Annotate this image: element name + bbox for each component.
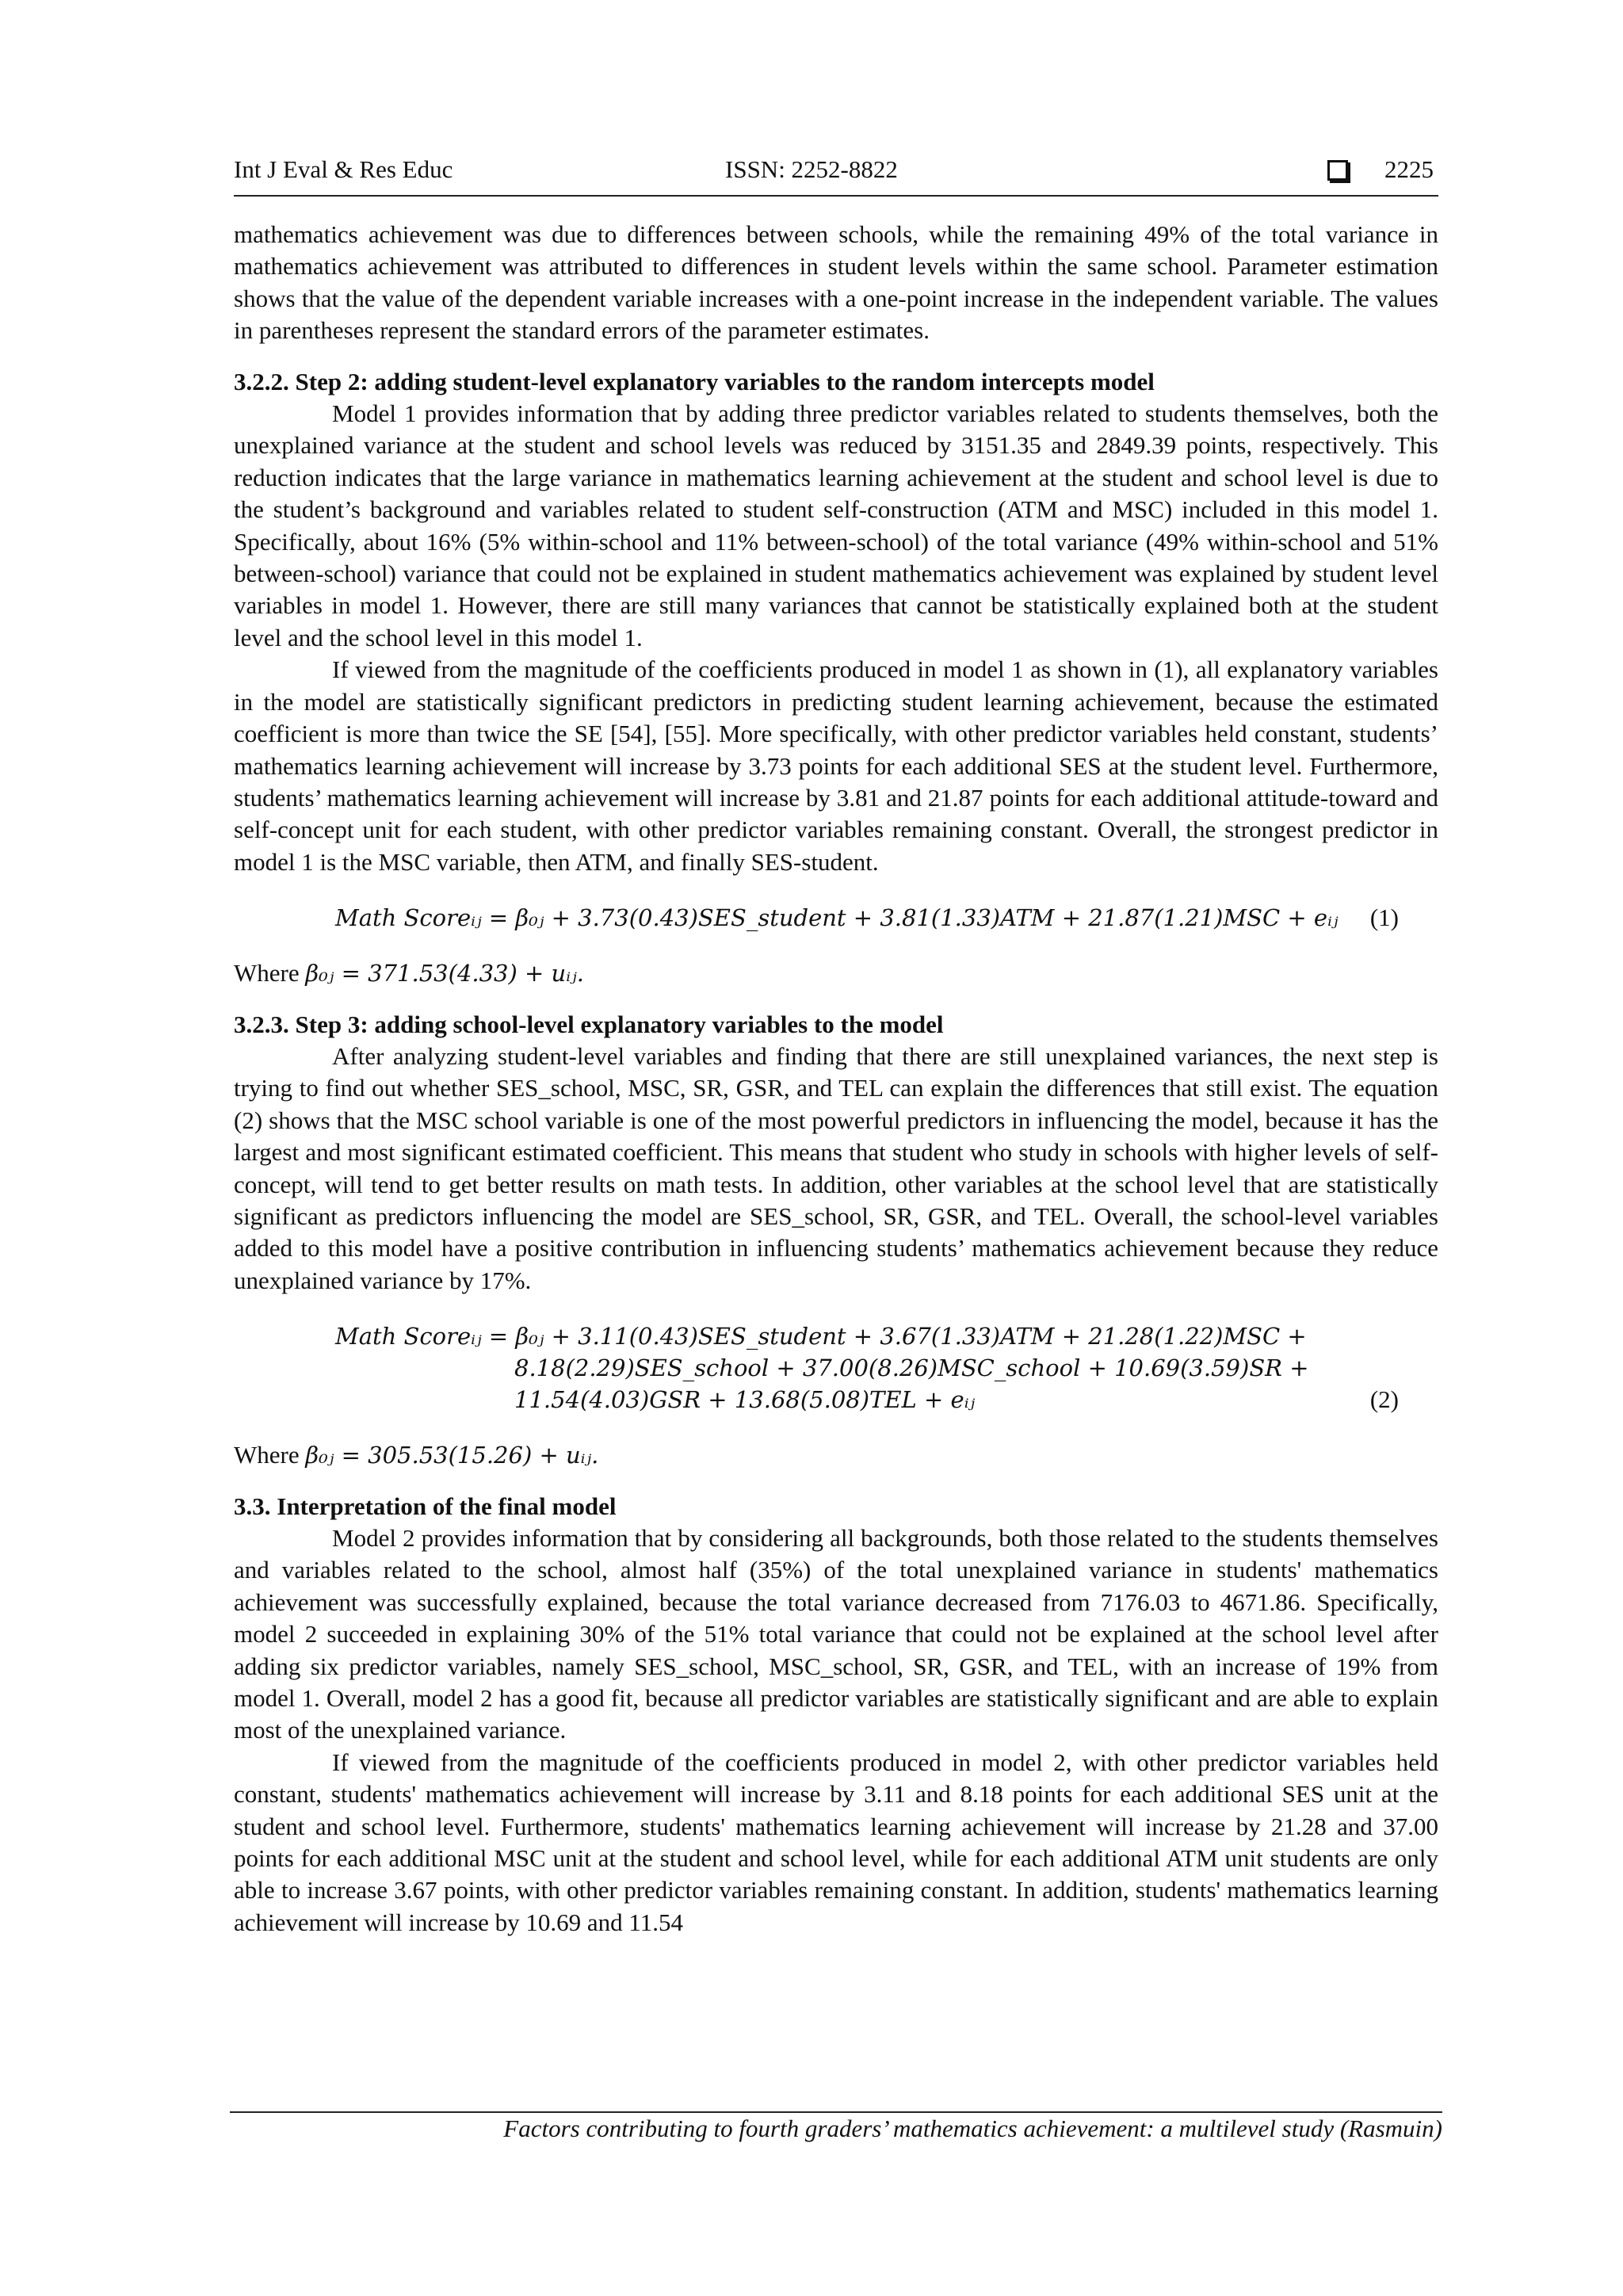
paragraph-school-level: After analyzing student-level variables and finding that there are still unexplained variances, the next step is trying to find out whether SES_school, MSC, SR, GSR, and TEL can explain the differences that still exist. The equation (2) shows that the MSC school variable is one of the most powerful predictors in influencing the model, because it has the largest and most significant estimated coefficient. This means that student who study in schools with higher levels of self-concept, will tend to get better results on math tests. In addition, other variables at the school level that are statistically significant as predictors influencing the model are SES_school, SR, GSR, and TEL. Overall, the school-level variables added to this model have a positive contribution in influencing students’ mathematics achievement because they reduce unexplained variance by 17%. xyxy=(234,1041,1438,1294)
equation-2 xyxy=(234,1320,1438,1415)
where-label: Where xyxy=(234,1441,306,1469)
section-heading-3-2-3: 3.2.3. Step 3: adding school-level explanatory variables to the model xyxy=(234,1010,944,1038)
running-title: Factors contributing to fourth graders’ mathematics achievement: a multilevel study (Rasmuin) xyxy=(503,2115,1442,2142)
equation-2-line-2: 8.18(2.29)SES_school + 37.00(8.26)MSC_school + 10.69(3.59)SR + xyxy=(514,1354,1309,1382)
where-2-math: β₀ⱼ = 305.53(15.26) + uᵢⱼ. xyxy=(305,1442,599,1469)
equation-1-number: (1) xyxy=(1369,904,1399,932)
paragraph-coefficients-model-2: If viewed from the magnitude of the coefficients produced in model 2, with other predictor variables held constant, students' mathematics achievement will increase by 3.11 and 8.18 points for each additional SES unit at the student and school level. Furthermore, students' mathematics learning achievement will increase by 21.28 and 37.00 points for each additional MSC unit at the student and school level, while for each additional ATM unit students are only able to increase 3.67 points, with other predictor variables remaining constant. In addition, students' mathematics learning achievement will increase by 10.69 and 11.54 xyxy=(234,1748,1438,1936)
where-clause-1 xyxy=(234,957,1438,989)
equation-2-line-3-text: 11.54(4.03)GSR + 13.68(5.08)TEL + eᵢⱼ xyxy=(514,1386,976,1414)
equation-2-line-1: Math Scoreᵢⱼ = β₀ⱼ + 3.11(0.43)SES_student + 3.67(1.33)ATM + 21.28(1.22)MSC + xyxy=(335,1323,1307,1350)
section-heading-3-3: 3.3. Interpretation of the final model xyxy=(234,1492,617,1520)
article-body xyxy=(234,219,1438,1939)
page-header xyxy=(234,155,1438,197)
issn: ISSN: 2252-8822 xyxy=(725,155,898,183)
where-label: Where xyxy=(234,959,306,988)
paragraph-model-1: Model 1 provides information that by adding three predictor variables related to students themselves, both the unexplained variance at the student and school levels was reduced by 3151.35 and 2849.39 points, respectively. This reduction indicates that the large variance in mathematics learning achievement at the student and school level is due to the student’s background and variables related to student self-construction (ATM and MSC) included in this model 1. Specifically, about 16% (5% within-school and 11% between-school) of the total variance (49% within-school and 51% between-school) variance that could not be explained in student mathematics achievement was explained by student level variables in model 1. However, there are still many variances that cannot be statistically explained both at the student level and the school level in this model 1. xyxy=(234,399,1438,651)
paragraph-continued: mathematics achievement was due to differences between schools, while the remaining 49% of the total variance in mathematics achievement was attributed to differences in student levels within the same school. Parameter estimation shows that the value of the dependent variable increases with a one-point increase in the independent variable. The values in parentheses represent the standard errors of the parameter estimates. xyxy=(234,220,1438,345)
equation-1 xyxy=(234,902,1438,934)
journal-name: Int J Eval & Res Educ xyxy=(234,155,453,183)
equation-1-body: Math Scoreᵢⱼ = β₀ⱼ + 3.73(0.43)SES_student + 3.81(1.33)ATM + 21.87(1.21)MSC + eᵢⱼ xyxy=(335,904,1338,932)
footer-rule xyxy=(230,2111,1442,2113)
equation-2-number: (2) xyxy=(1369,1385,1399,1414)
equation-2-line-3 xyxy=(234,1384,1438,1415)
page-number: 2225 xyxy=(1384,155,1434,183)
paragraph-coefficients-model-1: If viewed from the magnitude of the coefficients produced in model 1 as shown in (1), all explanatory variables in the model are statistically significant predictors in predicting student learning achievement, because the estimated coefficient is more than twice the SE [54], [55]. More specifically, with other predictor variables held constant, students’ mathematics learning achievement will increase by 3.73 points for each additional SES at the student level. Furthermore, students’ mathematics learning achievement will increase by 3.81 and 21.87 points for each additional attitude-toward and self-concept unit for each student, with other predictor variables remaining constant. Overall, the strongest predictor in model 1 is the MSC variable, then ATM, and finally SES-student. xyxy=(234,655,1438,876)
where-1-math: β₀ⱼ = 371.53(4.33) + uᵢⱼ. xyxy=(305,960,584,988)
paragraph-model-2: Model 2 provides information that by considering all backgrounds, both those related to the students themselves and variables related to the school, almost half (35%) of the total unexplained variance in students' mathematics achievement was successfully explained, because the total variance decreased from 7176.03 to 4671.86. Specifically, model 2 succeeded in explaining 30% of the 51% total variance that could not be explained at the school level after adding six predictor variables, namely SES_school, MSC_school, SR, GSR, and TEL, with an increase of 19% from model 1. Overall, model 2 has a good fit, because all predictor variables are statistically significant and are able to explain most of the unexplained variance. xyxy=(234,1524,1438,1744)
section-heading-3-2-2: 3.2.2. Step 2: adding student-level explanatory variables to the random intercepts model xyxy=(234,367,1155,395)
checkbox-square-icon xyxy=(1327,160,1348,181)
where-clause-2 xyxy=(234,1439,1438,1471)
